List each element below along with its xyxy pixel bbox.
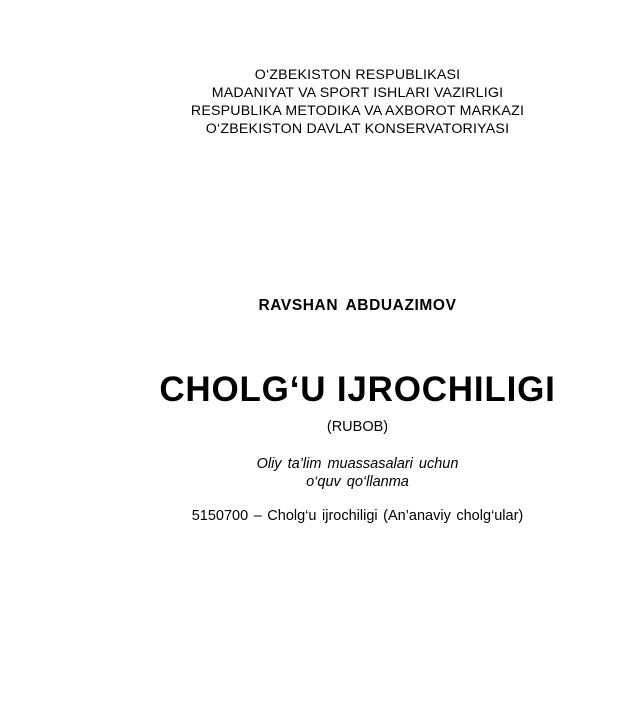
book-title: CHOLG‘U IJROCHILIGI <box>159 370 556 409</box>
institution-line-center: RESPUBLIKA METODIKA VA AXBOROT MARKAZI <box>190 103 525 119</box>
institution-line-republic: O‘ZBEKISTON RESPUBLIKASI <box>254 67 461 83</box>
purpose-line-1: Oliy ta’lim muassasalari uchun <box>256 456 459 472</box>
book-purpose <box>200 455 515 491</box>
purpose-line-2: o‘quv qo‘llanma <box>306 474 409 490</box>
institution-header <box>150 66 565 138</box>
author-name: RAVSHAN ABDUAZIMOV <box>258 297 457 314</box>
book-subtitle: (RUBOB) <box>326 419 389 435</box>
institution-line-ministry: MADANIYAT VA SPORT ISHLARI VAZIRLIGI <box>211 85 504 101</box>
specialty-code: 5150700 – Cholg‘u ijrochiligi (An’anaviy cholg‘ular) <box>191 508 524 524</box>
institution-line-conservatory: O‘ZBEKISTON DAVLAT KONSERVATORIYASI <box>205 121 510 137</box>
